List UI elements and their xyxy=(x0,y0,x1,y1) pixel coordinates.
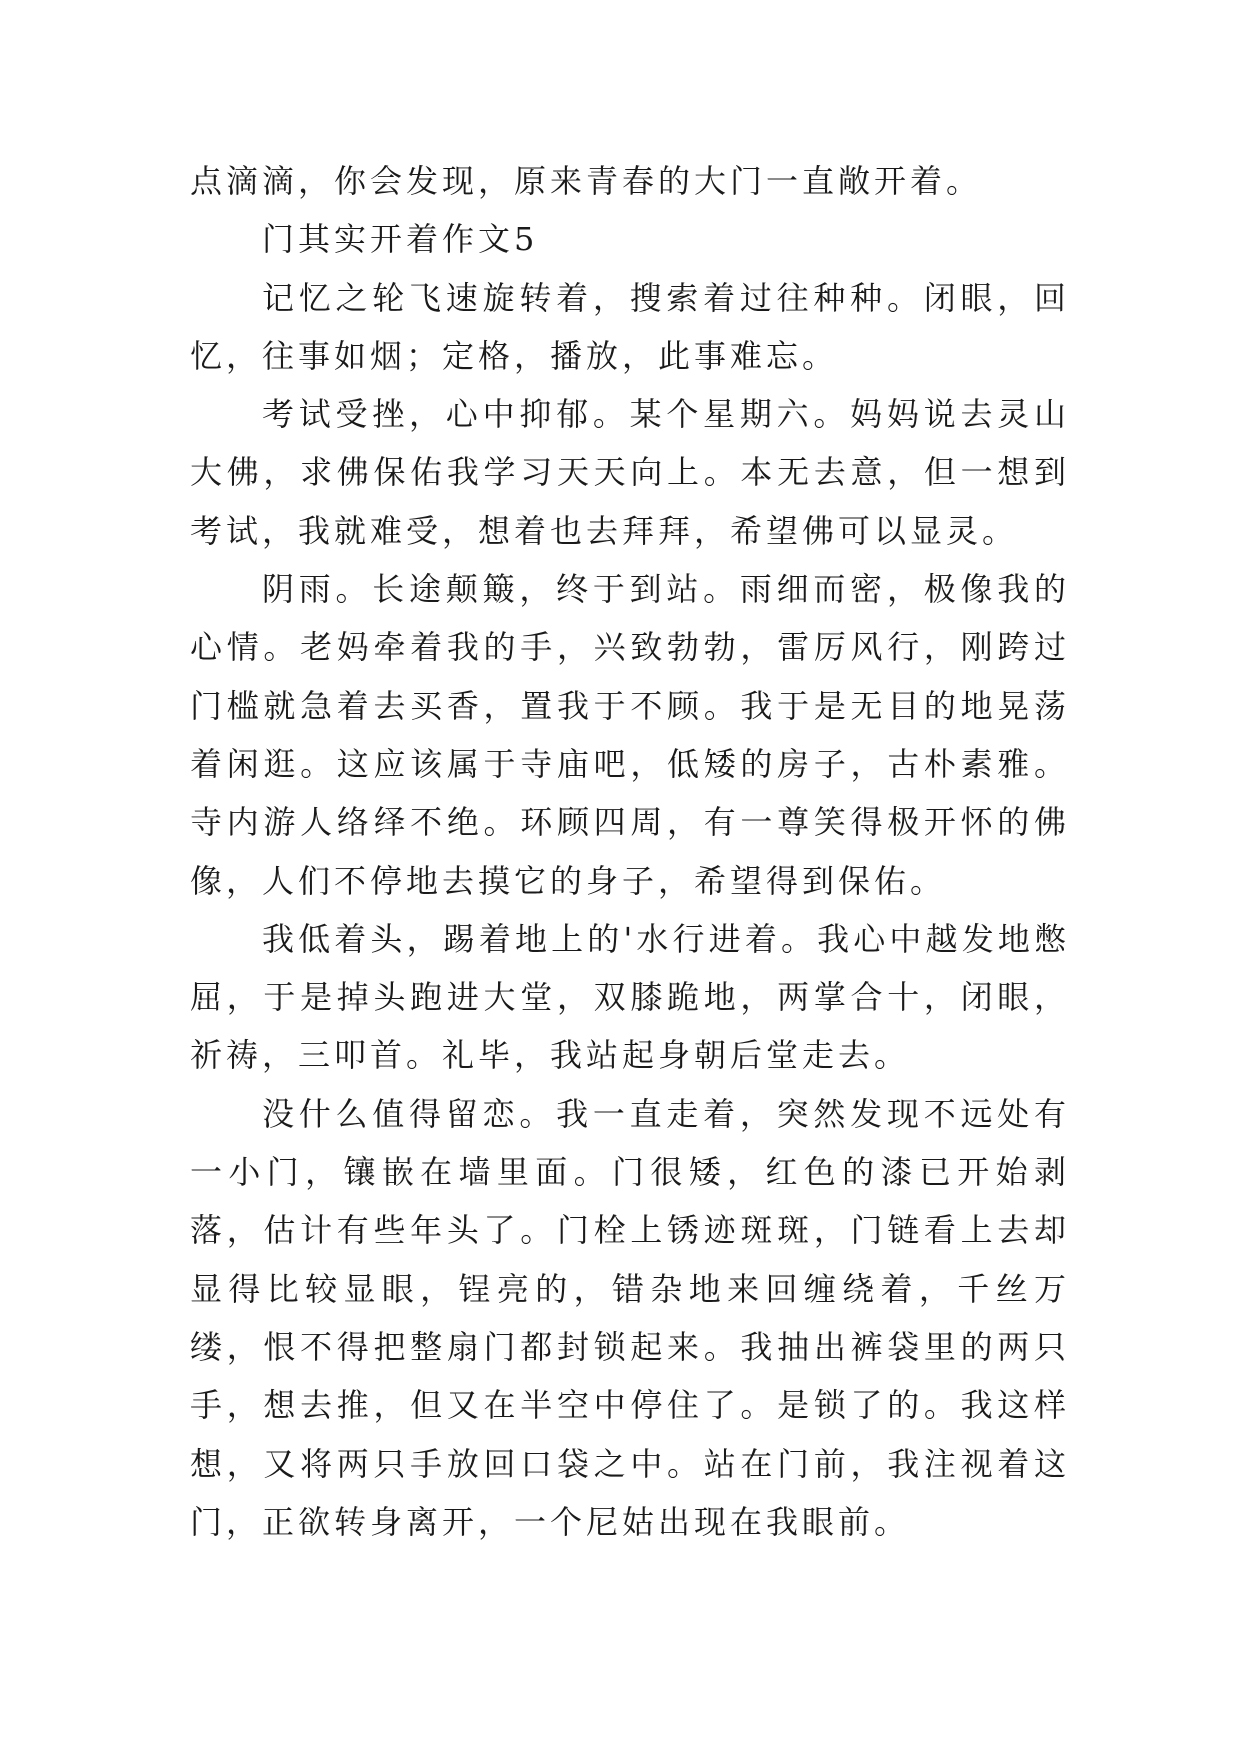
paragraph: 阴雨。长途颠簸，终于到站。雨细而密，极像我的心情。老妈牵着我的手，兴致勃勃，雷厉风行，刚跨过门槛就急着去买香，置我于不顾。我于是无目的地晃荡着闲逛。这应该属于寺庙吧，低矮的房子，古朴素雅。寺内游人络绎不绝。环顾四周，有一尊笑得极开怀的佛像，人们不停地去摸它的身子，希望得到保佑。 xyxy=(190,570,1070,900)
paragraph: 考试受挫，心中抑郁。某个星期六。妈妈说去灵山大佛，求佛保佑我学习天天向上。本无去意，但一想到考试，我就难受，想着也去拜拜，希望佛可以显灵。 xyxy=(190,395,1070,550)
article-body xyxy=(190,152,1070,1551)
paragraph: 我低着头，踢着地上的'水行进着。我心中越发地憋屈，于是掉头跑进大堂，双膝跪地，两掌合十，闭眼，祈祷，三叩首。礼毕，我站起身朝后堂走去。 xyxy=(190,919,1070,1075)
paragraph-continuation: 点滴滴，你会发现，原来青春的大门一直敞开着。 xyxy=(190,162,983,200)
paragraph: 记忆之轮飞速旋转着，搜索着过往种种。闭眼，回忆，往事如烟；定格，播放，此事难忘。 xyxy=(190,278,1070,375)
section-heading: 门其实开着作文5 xyxy=(262,220,539,259)
paragraph: 没什么值得留恋。我一直走着，突然发现不远处有一小门，镶嵌在墙里面。门很矮，红色的漆已开始剥落，估计有些年头了。门栓上锈迹斑斑，门链看上去却显得比较显眼，锃亮的，错杂地来回缠绕着，千丝万缕，恨不得把整扇门都封锁起来。我抽出裤袋里的两只手，想去推，但又在半空中停住了。是锁了的。我这样想，又将两只手放回口袋之中。站在门前，我注视着这门，正欲转身离开，一个尼姑出现在我眼前。 xyxy=(190,1094,1070,1541)
